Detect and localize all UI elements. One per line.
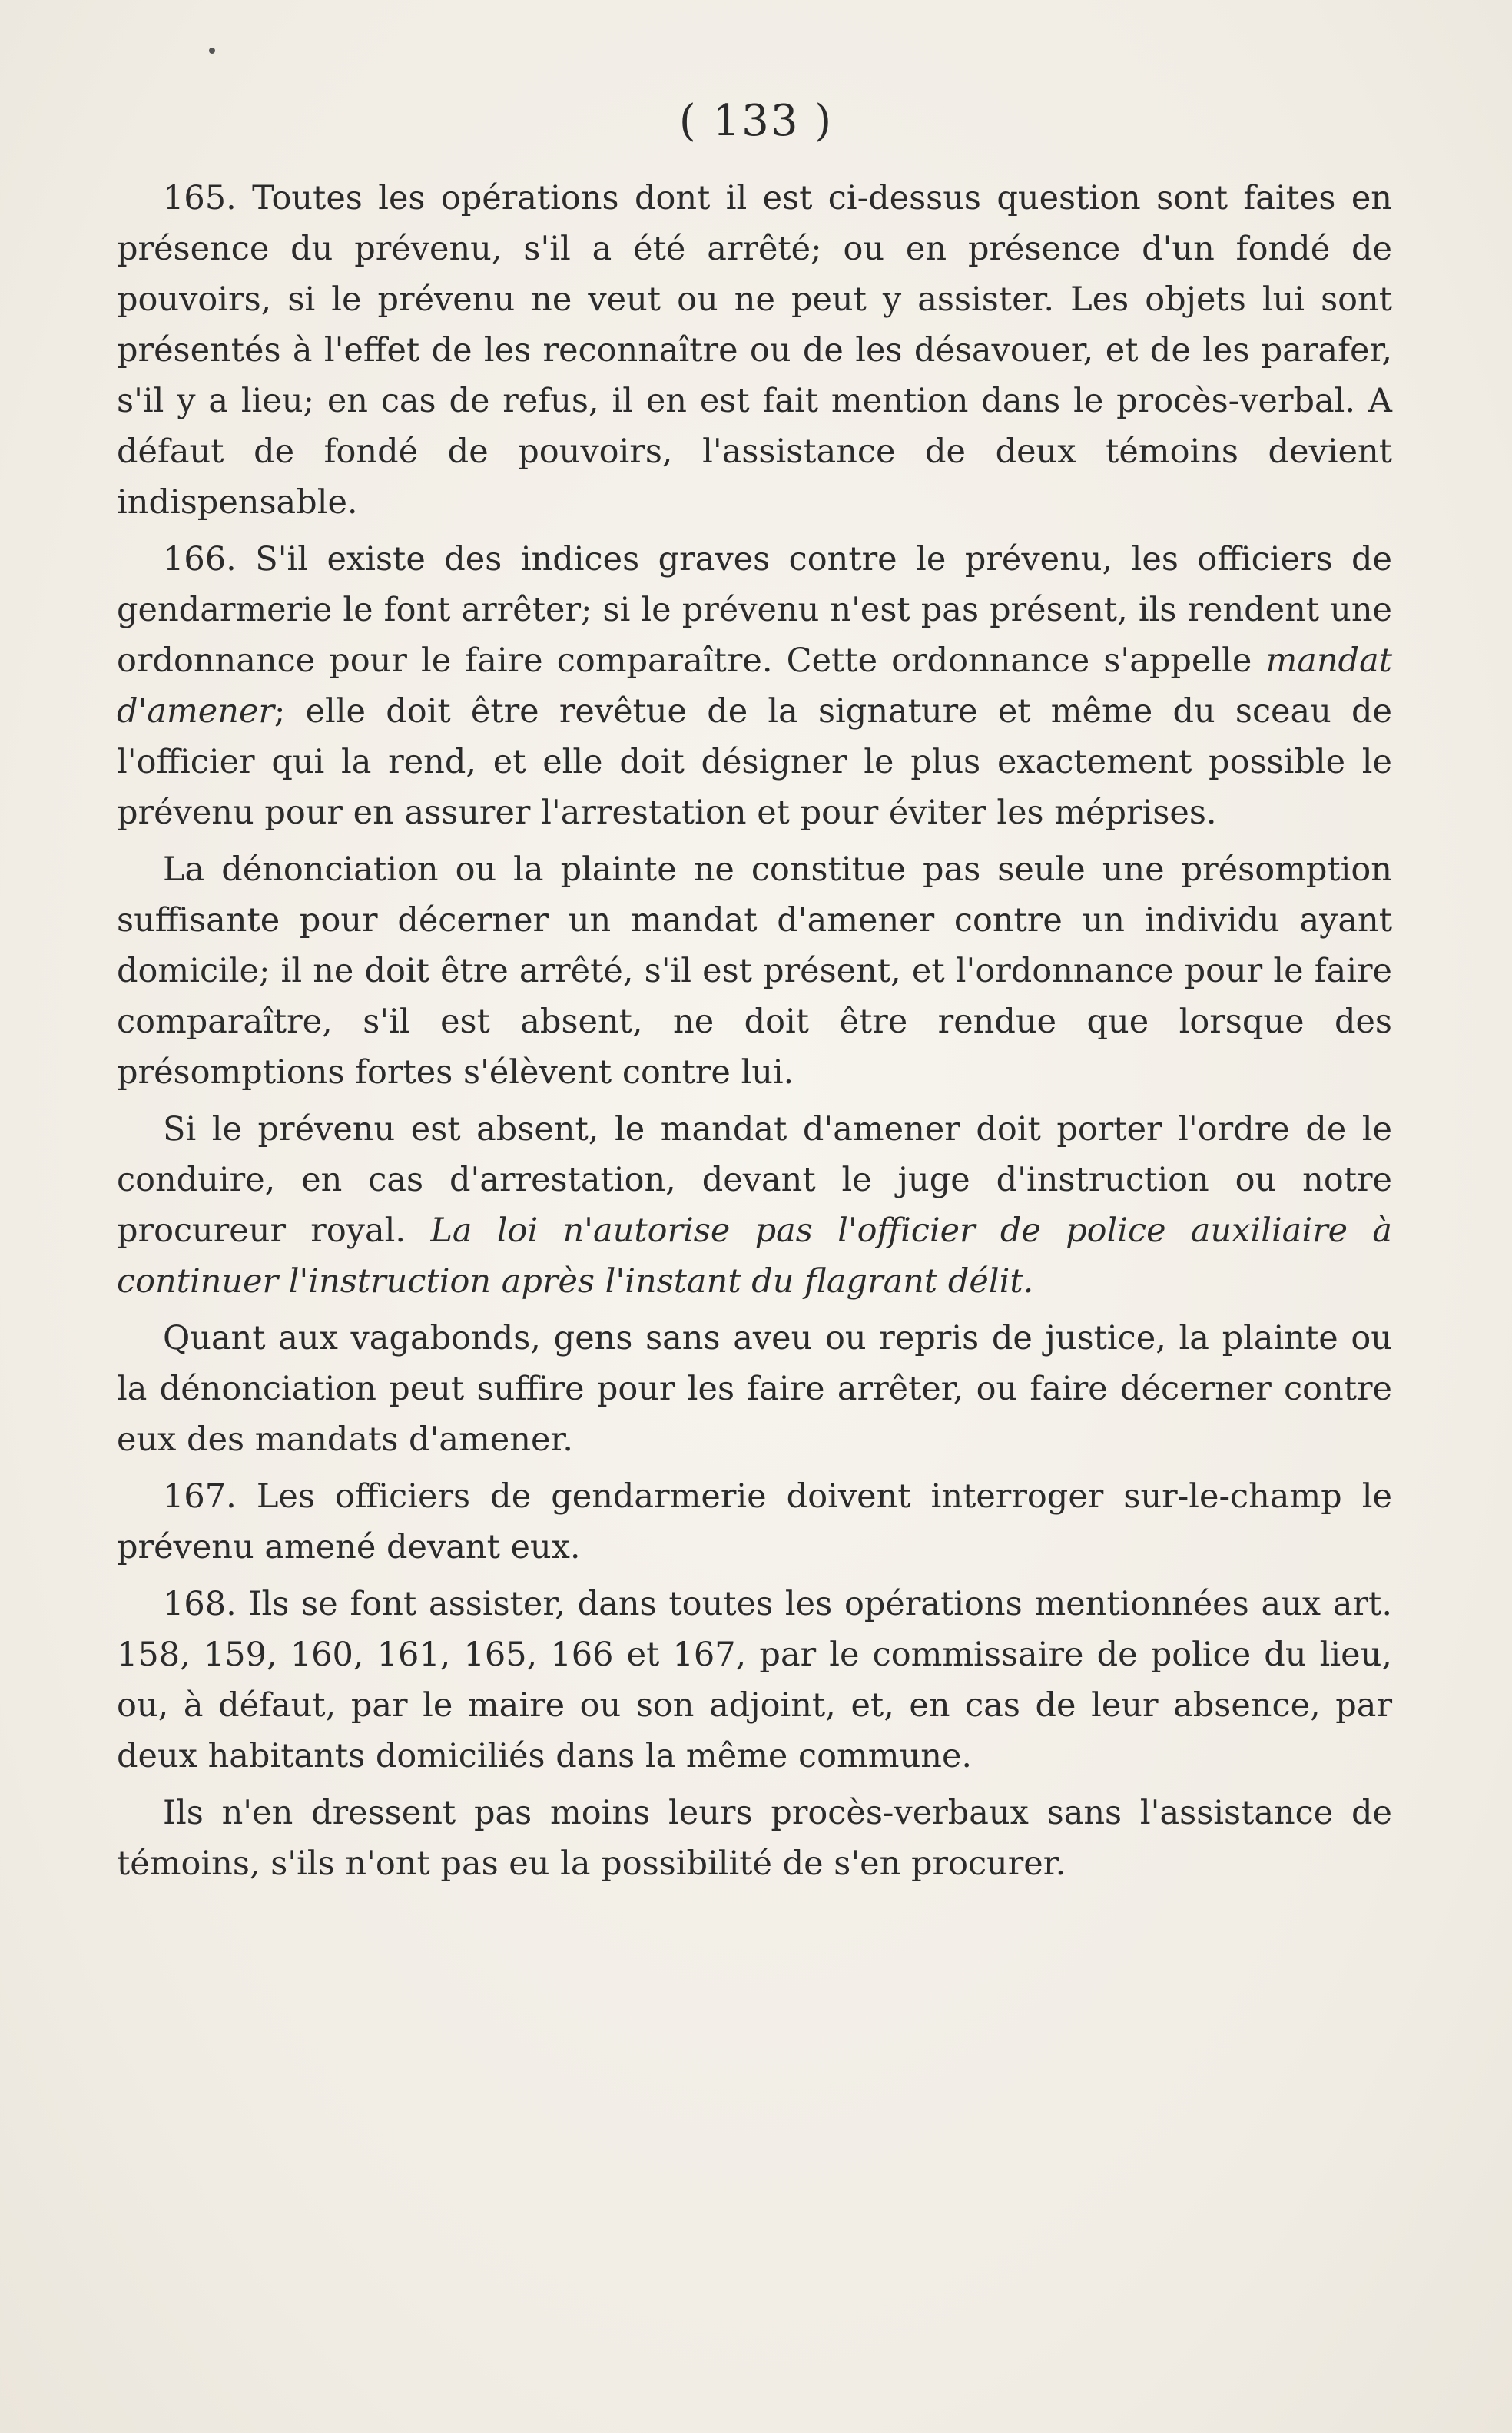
paragraph-text: 167. Les officiers de gendarmerie doivent interroger sur-le-champ le prévenu amené devant eux.: [117, 1477, 1392, 1566]
paragraph-art-168: [117, 1579, 1392, 1782]
ink-speck: [209, 48, 215, 54]
paragraph-temoins: [117, 1788, 1392, 1889]
paragraph-text-tail: ; elle doit être revêtue de la signature et même du sceau de l'officier qui la rend, et elle doit désigner le plus exactement possible le prévenu pour en assurer l'arrestation et pour éviter les méprises.: [117, 692, 1392, 832]
paragraph-prevenu-absent: [117, 1104, 1392, 1307]
page-body: [117, 173, 1392, 1895]
paragraph-text: La dénonciation ou la plainte ne constitue pas seule une présomption suffisante pour décerner un mandat d'amener contre un individu ayant domicile; il ne doit être arrêté, s'il est présent, et l'ordonnance pour le faire comparaître, s'il est absent, ne doit être rendue que lorsque des présomptions fortes s'élèvent contre lui.: [117, 850, 1392, 1092]
paragraph-denonciation: [117, 844, 1392, 1098]
paragraph-text: 168. Ils se font assister, dans toutes les opérations mentionnées aux art. 158, 159, 160, 161, 165, 166 et 167, par le commissaire de police du lieu, ou, à défaut, par le maire ou son adjoint, et, en cas de leur absence, par deux habitants domiciliés dans la même commune.: [117, 1585, 1392, 1775]
paragraph-art-165: [117, 173, 1392, 528]
paragraph-text: 165. Toutes les opérations dont il est ci-dessus question sont faites en présence du prévenu, s'il a été arrêté; ou en présence d'un fondé de pouvoirs, si le prévenu ne veut ou ne peut y assister. Les objets lui sont présentés à l'effet de les reconnaître ou de les désavouer, et de les parafer, s'il y a lieu; en cas de refus, il en est fait mention dans le procès-verbal. A défaut de fondé de pouvoirs, l'assistance de deux témoins devient indispensable.: [117, 179, 1392, 522]
paragraph-text: Si le prévenu est absent, le mandat d'amener doit porter l'ordre de le conduire, en cas d'arrestation, devant le juge d'instruction ou notre procureur royal.: [117, 1110, 1392, 1250]
paragraph-art-167: [117, 1471, 1392, 1573]
paragraph-text: Ils n'en dressent pas moins leurs procès-verbaux sans l'assistance de témoins, s'ils n'ont pas eu la possibilité de s'en procurer.: [117, 1794, 1392, 1883]
italic-note: La loi n'autorise pas l'officier de police auxiliaire à continuer l'instruction après l'instant du flagrant délit.: [117, 1212, 1392, 1301]
italic-term: mandat d'amener: [117, 641, 1392, 731]
paragraph-text: Quant aux vagabonds, gens sans aveu ou repris de justice, la plainte ou la dénonciation peut suffire pour les faire arrêter, ou faire décerner contre eux des mandats d'amener.: [117, 1319, 1392, 1459]
paragraph-art-166: [117, 534, 1392, 838]
page-number: ( 133 ): [678, 96, 834, 146]
paragraph-text: 166. S'il existe des indices graves contre le prévenu, les officiers de gendarmerie le font arrêter; si le prévenu n'est pas présent, ils rendent une ordonnance pour le faire comparaître. Cette ordonnance s'appelle: [117, 540, 1392, 680]
paragraph-vagabonds: [117, 1313, 1392, 1465]
